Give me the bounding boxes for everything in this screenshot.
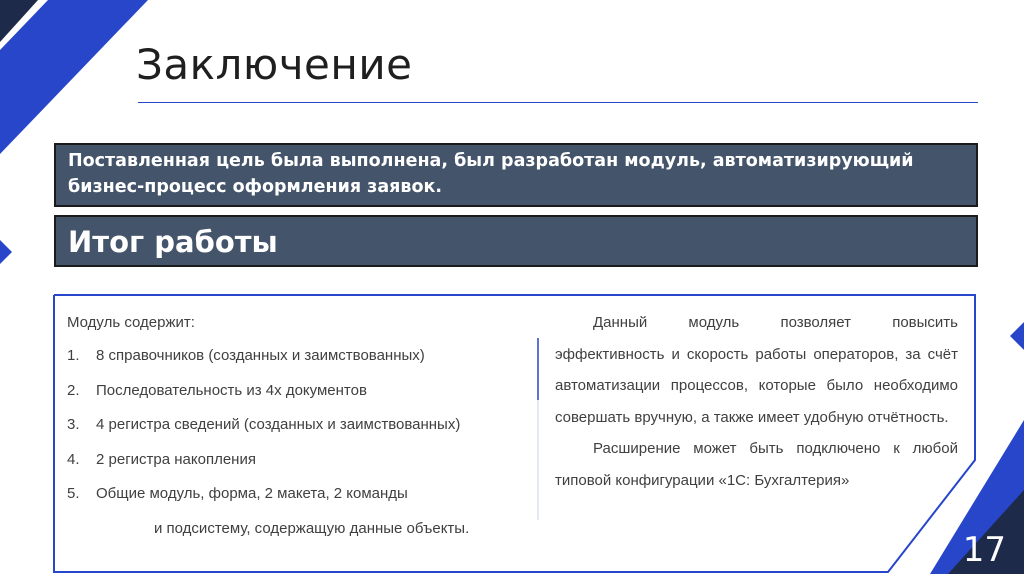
result-heading: Итог работы — [68, 225, 278, 259]
list-intro: Модуль содержит: — [67, 314, 195, 331]
list-item — [67, 451, 460, 486]
list-item — [67, 382, 460, 417]
module-contents-list — [67, 347, 460, 520]
list-item-text: Общие модуль, форма, 2 макета, 2 команды — [96, 485, 408, 502]
list-item-number: 3. — [67, 416, 80, 433]
list-item — [67, 347, 460, 382]
list-item-text: 4 регистра сведений (созданных и заимствованных) — [96, 416, 461, 433]
title-underline — [138, 102, 978, 103]
goal-banner — [54, 143, 978, 207]
list-item-number: 5. — [67, 485, 80, 502]
page-number: 17 — [962, 530, 1006, 570]
result-banner — [54, 215, 978, 267]
list-item-text: 8 справочников (созданных и заимствованных) — [96, 347, 425, 364]
list-item-number: 1. — [67, 347, 80, 364]
slide-title: Заключение — [136, 40, 413, 89]
goal-text: Поставленная цель была выполнена, был разработан модуль, автоматизирующий бизнес-процесс оформления заявок. — [68, 151, 914, 197]
right-edge-sliver — [1010, 322, 1024, 350]
summary-paragraph: Расширение может быть подключено к любой типовой конфигурации «1С: Бухгалтерия» — [555, 440, 958, 489]
list-item — [67, 416, 460, 451]
list-item-number: 4. — [67, 450, 80, 468]
summary-paragraph: Данный модуль позволяет повысить эффективность и скорость работы операторов, за счёт автоматизации процессов, которые было необходимо совершать вручную, а также имеет удобную отчётность. — [555, 314, 958, 426]
list-item-number: 2. — [67, 381, 80, 399]
list-item-text: Последовательность из 4х документов — [96, 381, 367, 399]
list-continuation: и подсистему, содержащую данные объекты. — [154, 520, 470, 537]
top-left-blue-stripe — [0, 0, 148, 154]
list-item-text: 2 регистра накопления — [96, 450, 256, 468]
left-edge-sliver — [0, 240, 12, 264]
list-item — [67, 485, 460, 520]
summary-column — [555, 307, 958, 496]
